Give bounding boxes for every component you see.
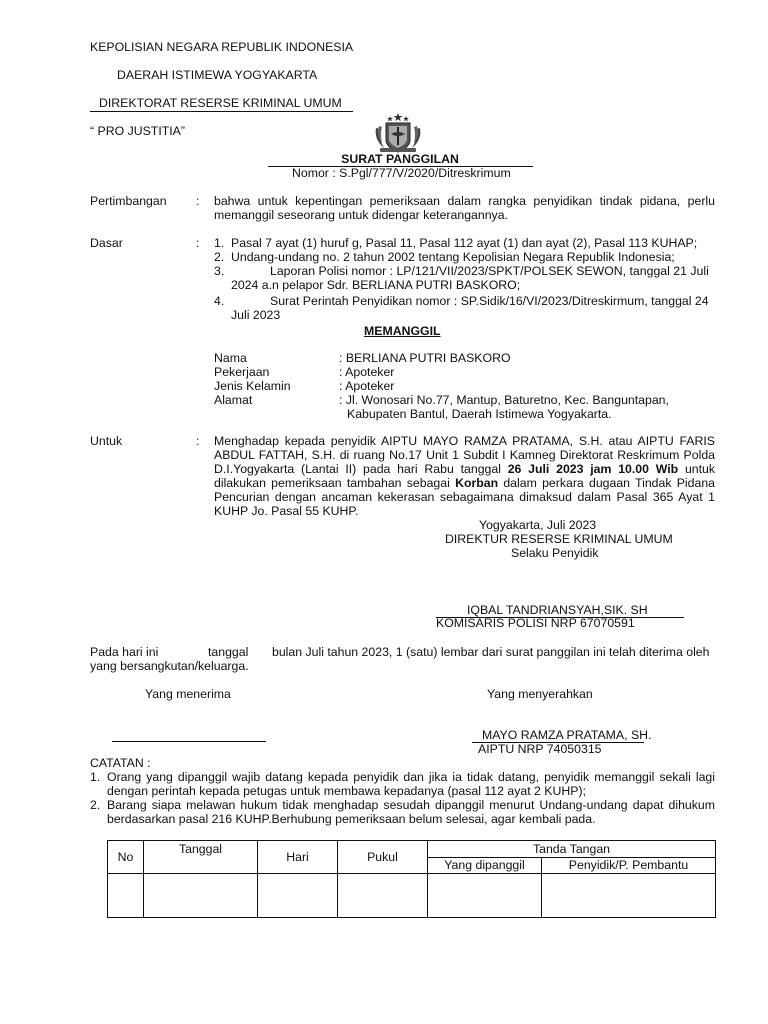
dasar-item-text: 2024 a.n pelapor Sdr. BERLIANA PUTRI BASKORO; <box>231 278 521 292</box>
signature-table <box>107 840 716 918</box>
untuk-line-2: ABDUL FATTAH, S.H. di ruang No.17 Unit 1 Subdit I Kamneg Direktorat Reskrimum Polda <box>214 448 715 462</box>
person-value: : Apoteker <box>339 379 395 393</box>
receipt-line-1-a: Pada hari ini <box>90 645 159 659</box>
status-korban: Korban <box>455 476 499 490</box>
dasar-label: Dasar <box>90 236 123 250</box>
person-label: Nama <box>214 351 247 365</box>
untuk-line-4: dilakukan pemeriksaan tambahan sebagai Korban dalam perkara dugaan Tindak Pidana <box>214 476 716 490</box>
table-cell <box>144 873 258 917</box>
pro-justitia: “ PRO JUSTITIA” <box>90 124 185 138</box>
memanggil-heading: MEMANGGIL <box>364 324 441 338</box>
table-header-tanggal: Tanggal <box>144 841 258 874</box>
person-value: : BERLIANA PUTRI BASKORO <box>339 351 511 365</box>
untuk-line-5: Pencurian dengan ancaman kekerasan sebagaimana dimaksud dalam Pasal 365 Ayat 1 <box>214 490 715 504</box>
dasar-item-number: 1. <box>214 236 225 250</box>
receipt-line-1-b: tanggal <box>208 645 249 659</box>
person-value: : Apoteker <box>339 365 395 379</box>
receiver-label: Yang menerima <box>145 687 231 701</box>
dasar-colon: : <box>196 236 200 250</box>
person-value: : Jl. Wonosari No.77, Mantup, Baturetno, Kec. Banguntapan, <box>339 393 669 407</box>
header-line-2: DAERAH ISTIMEWA YOGYAKARTA <box>117 68 318 82</box>
dasar-item-text: Juli 2023 <box>231 308 281 322</box>
header-line-3: DIREKTORAT RESERSE KRIMINAL UMUM <box>99 96 342 110</box>
document-title: SURAT PANGGILAN <box>341 152 459 166</box>
pertimbangan-line-1: bahwa untuk kepentingan pemeriksaan dalam rangka penyidikan tindak pidana, perlu <box>214 194 715 208</box>
table-row <box>108 873 716 917</box>
person-label: Jenis Kelamin <box>214 379 291 393</box>
table-header-yang-dipanggil: Yang dipanggil <box>428 858 542 874</box>
signature-name: IQBAL TANDRIANSYAH,SIK. SH <box>467 603 648 617</box>
police-emblem-icon <box>370 112 426 154</box>
catatan-item-text: dengan perintah kepada petugas untuk membawa kepadanya (pasal 112 ayat 2 KUHP); <box>107 784 586 798</box>
table-cell <box>108 873 144 917</box>
signature-role: Selaku Penyidik <box>511 546 599 560</box>
person-label: Pekerjaan <box>214 365 270 379</box>
receipt-line-1-c: bulan Juli tahun 2023, 1 (satu) lembar dari surat panggilan ini telah diterima oleh <box>272 645 710 659</box>
header-line-1: KEPOLISIAN NEGARA REPUBLIK INDONESIA <box>90 40 354 54</box>
untuk-line-1: Menghadap kepada penyidik AIPTU MAYO RAMZA PRATAMA, S.H. atau AIPTU FARIS <box>214 434 715 448</box>
table-header-tanda-tangan: Tanda Tangan <box>428 841 716 858</box>
giver-rank: AIPTU NRP 74050315 <box>478 742 602 756</box>
dasar-item-number: 3. <box>214 264 225 278</box>
untuk-line-3: D.I.Yogyakarta (Lantai II) pada hari Rabu tanggal 26 Juli 2023 jam 10.00 Wib untuk <box>214 462 716 476</box>
dasar-item-text: Surat Perintah Penyidikan nomor : SP.Sidik/16/VI/2023/Ditreskirmum, tanggal 24 <box>270 294 709 308</box>
catatan-item-number: 1. <box>90 770 101 784</box>
table-cell <box>258 873 338 917</box>
pertimbangan-label: Pertimbangan <box>90 194 167 208</box>
dasar-item-text: Undang-undang no. 2 tahun 2002 tentang Kepolisian Negara Republik Indonesia; <box>231 250 675 264</box>
dasar-item-number: 2. <box>214 250 225 264</box>
signature-place-date: Yogyakarta, Juli 2023 <box>479 518 597 532</box>
receiver-signature-line <box>112 741 266 742</box>
table-cell <box>338 873 428 917</box>
document-number: Nomor : S.Pgl/777/V/2020/Ditreskrimum <box>292 166 511 180</box>
catatan-item-text: Orang yang dipanggil wajib datang kepada penyidik dan jika ia tidak datang, penyidik memanggil sekali lagi <box>107 770 715 784</box>
catatan-title: CATATAN : <box>90 756 151 770</box>
table-header-penyidik: Penyidik/P. Pembantu <box>542 858 716 874</box>
catatan-item-text: Barang siapa melawan hukum tidak menghadap sesudah dipanggil menurut Undang-undang dapat dihukum <box>107 798 715 812</box>
table-cell <box>428 873 542 917</box>
header-underline <box>90 111 353 112</box>
catatan-item-text: berdasarkan pasal 216 KUHP.Berhubung pemeriksaan belum selesai, agar kembali pada. <box>107 812 596 826</box>
dasar-item-text: Pasal 7 ayat (1) huruf g, Pasal 11, Pasal 112 ayat (1) dan ayat (2), Pasal 113 KUHAP; <box>231 236 698 250</box>
person-label: Alamat <box>214 393 253 407</box>
table-header-hari: Hari <box>258 841 338 874</box>
table-header-no: No <box>108 841 144 874</box>
untuk-colon: : <box>196 434 200 448</box>
catatan-item-number: 2. <box>90 798 101 812</box>
pertimbangan-colon: : <box>196 194 200 208</box>
table-header-pukul: Pukul <box>338 841 428 874</box>
giver-label: Yang menyerahkan <box>487 687 593 701</box>
signature-position: DIREKTUR RESERSE KRIMINAL UMUM <box>445 532 673 546</box>
table-cell <box>542 873 716 917</box>
signature-rank: KOMISARIS POLISI NRP 67070591 <box>436 616 635 630</box>
person-address-line-2: Kabupaten Bantul, Daerah Istimewa Yogyakarta. <box>347 407 612 421</box>
appointment-datetime: 26 Juli 2023 jam 10.00 Wib <box>507 462 679 476</box>
giver-name: MAYO RAMZA PRATAMA, SH. <box>482 728 652 742</box>
pertimbangan-line-2: memanggil seseorang untuk didengar keterangannya. <box>214 208 508 222</box>
dasar-item-number: 4. <box>214 294 225 308</box>
receipt-line-2: yang bersangkutan/keluarga. <box>90 659 249 673</box>
dasar-item-text: Laporan Polisi nomor : LP/121/VII/2023/SPKT/POLSEK SEWON, tanggal 21 Juli <box>270 264 709 278</box>
untuk-label: Untuk <box>90 434 123 448</box>
untuk-line-6: KUHP Jo. Pasal 55 KUHP. <box>214 504 359 518</box>
